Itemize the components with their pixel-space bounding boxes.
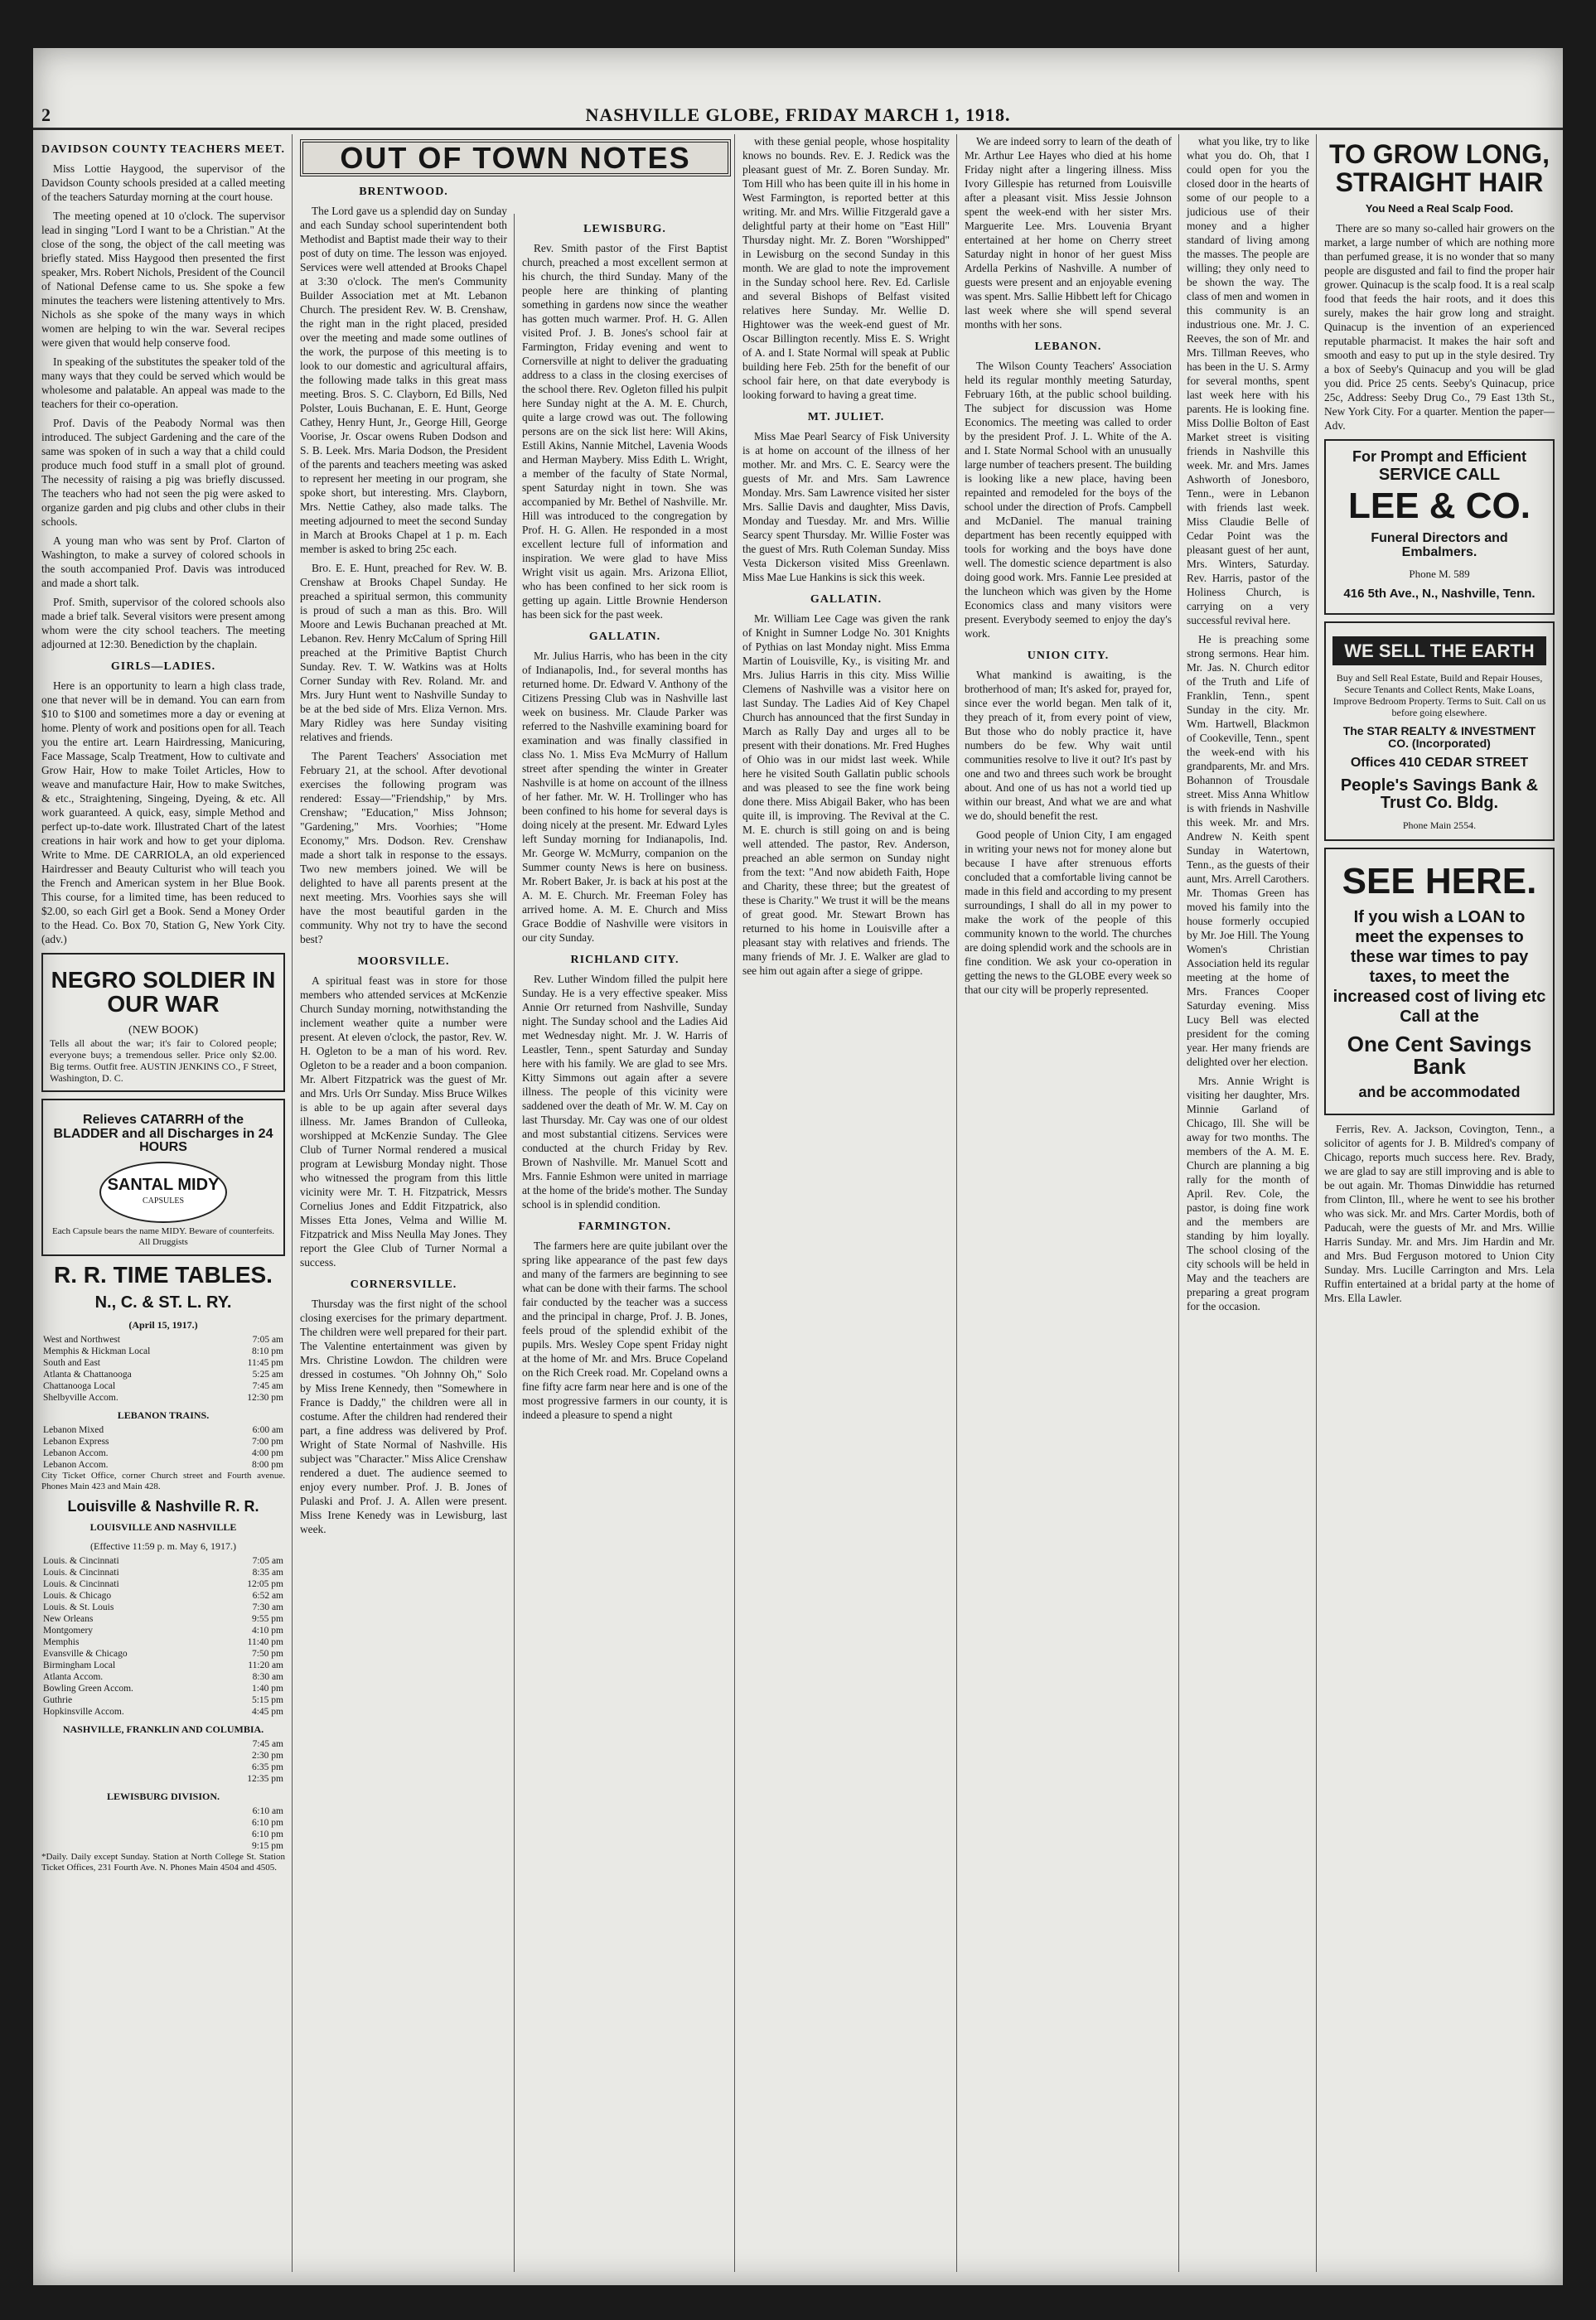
headline: DAVIDSON COUNTY TEACHERS MEET. [41, 143, 285, 156]
timetable-row [41, 1346, 285, 1357]
timetable-row [41, 1738, 285, 1750]
timetable-row [41, 1817, 285, 1829]
headline: RICHLAND CITY. [570, 954, 680, 966]
ad-address: 416 5th Ave., N., Nashville, Tenn. [1343, 586, 1536, 601]
timetable [41, 1555, 285, 1718]
paragraph: Prof. Davis of the Peabody Normal was then introduced. The subject Gardening and the care of the same was spoken of in such a way that a child could produce much food stuff in a small plot of ground. The necessity of raising a pig was briefly discussed. The teachers who had not seen the pig were asked to organize garden and pig clubs and other clubs in their schools. [41, 417, 285, 528]
train-name [41, 1817, 63, 1829]
column-rule [956, 134, 957, 2272]
paragraph: Bro. E. E. Hunt, preached for Rev. W. B. Crenshaw at Brooks Chapel Sunday. He preached a spiritual sermon, this community is proud of such a man as this. Bro. Will Moore and Lewis Buchanan preached at Mt. Lebanon. Rev. Henry McCalum of Spring Hill preached at the Primitive Baptist Church Sunday. Rev. T. W. Watkins was at Holts Corner Sunday with Rev. Roland. Mr. and Mrs. Jury Hunt went to Nashville Sunday to be at the bed side of Mrs. Eliza Vernon. Mrs. Mary Ridley was here Sunday visiting relatives and friends. [300, 562, 507, 743]
paragraph: The meeting opened at 10 o'clock. The supervisor lead in singing "Lord I want to be a Christian." At the close of the song, the object of the call meeting was briefly stated. Miss Haygood then presented the first speaker, Mrs. Robert Nichols, President of the Council of National Defense came to us. She spoke a few minutes the teachers were listening attentively to Mrs. Nichols as she spoke of the many ways in which women are helping to win the war. Several recipes were given that would help conserve food. [41, 210, 285, 349]
train-name: Memphis [43, 1637, 80, 1648]
timetable-row [41, 1578, 285, 1590]
timetable-row [41, 1648, 285, 1660]
train-time: 11:40 pm [247, 1637, 283, 1648]
column-3 [517, 214, 733, 2272]
headline: LEBANON. [1034, 341, 1102, 353]
train-name: Lebanon Mixed [43, 1424, 104, 1435]
train-time: 7:00 pm [251, 1436, 283, 1447]
ad-subtitle: You Need a Real Scalp Food. [1365, 202, 1514, 215]
headline: BRENTWOOD. [359, 186, 448, 198]
headline: MOORSVILLE. [357, 955, 450, 968]
timetable-row [41, 1773, 285, 1785]
ad-title: WE SELL THE EARTH [1332, 636, 1546, 665]
ad-body: There are so many so-called hair growers on the market, a large number of which are nothing more than perfumed grease, it is no wonder that so many people are disgusted and fail to find the proper hair grower. Quinacup is the scalp food. It is a real scalp food that feeds the hair roots, and it does this surely, makes the hair grow long and straight. Quinacup is the invention of an experienced reputable pharmacist. It makes the hair soft and smooth and easy to put up in the style desired. Try a box of Seeby's Quinacup and you will be glad you did. Price 25 cents. Seeby's Quinacup, price 25c, Address: Seeby Drug Co., 79 East 13th St., New York City. For a quarter. Mention the paper—Adv. [1324, 221, 1555, 432]
train-time: 5:15 pm [251, 1695, 283, 1706]
timetable-row [41, 1424, 285, 1436]
masthead-line: NASHVILLE GLOBE, FRIDAY MARCH 1, 1918. [585, 104, 1011, 125]
timetable-row [41, 1829, 285, 1840]
column-rule [514, 214, 515, 2272]
timetable-row [41, 1357, 285, 1369]
book-advertisement [41, 953, 285, 1092]
timetable-row [41, 1840, 285, 1852]
train-time: 6:10 am [252, 1806, 283, 1817]
train-name: Louis. & Cincinnati [43, 1568, 119, 1578]
paragraph: A young man who was sent by Prof. Clarton of Washington, to make a survey of colored schools in the south accompanied Prof. Davis was introduced and made a short talk. [41, 534, 285, 589]
train-name: Atlanta & Chattanooga [43, 1369, 132, 1380]
train-name: Montgomery [43, 1626, 94, 1636]
timetable-row [41, 1380, 285, 1392]
train-name: Louis. & St. Louis [43, 1602, 114, 1613]
timetable-section: LOUISVILLE AND NASHVILLE [89, 1521, 237, 1534]
paragraph: A spiritual feast was in store for those members who attended services at McKenzie Church Sunday morning, notwithstanding the inclement weather quite a number were present. At eleven o'clock, the pastor, Rev. W. H. Ogleton to be a man of his word. Rev. Ogleton to be a reader and a boon companion. Mr. Albert Fitzpatrick was the guest of Mr. and Mrs. Urls Orr Sunday. Miss Bruce Wilkes is able to be up again after several days illness. Mr. James Brandon of Culleoka, worshipped at McKenzie Sunday. The Glee Club of Turner Normal rendered a musical program at Lewisburg Monday night. Those who witnessed the program from this little vicinity were Mr. T. H. Fitzpatrick, Messrs Cornelius Jones and Eddit Fitzpatrick, also Misses Etta Jones, Velma and Willie M. Fitzpatrick and Miss Neulla May Jones. They report the Glee Club of Turner Normal a success. [300, 974, 507, 1269]
paragraph: The Wilson County Teachers' Association held its regular monthly meeting Saturday, February 16th, at the public school building. The subject for discussion was Home Economics. The meeting was called to order by the president Prof. J. L. White of the A. and I. State Normal School with an unusually large number of teachers present. The building is looking like a new place, having been repainted and remodeled for the boys of the school under the direction of Profs. Campbell and McDaniel. The manual training department has been recently equipped with tools for working and the boys have done well. The domestic science department is also doing good work. Mrs. Fannie Lee presided at the luncheon which was given by the Home Economics class and many visitors were present. Everybody seemed to enjoy the day's work. [965, 360, 1172, 640]
timetable-row [41, 1448, 285, 1459]
column-7 [1319, 134, 1560, 2272]
train-time: 12:30 pm [247, 1392, 283, 1403]
timetable-row [41, 1613, 285, 1625]
timetable [41, 1805, 285, 1852]
train-name [41, 1805, 63, 1817]
train-time: 8:35 am [252, 1568, 283, 1578]
column-4 [738, 134, 955, 2272]
train-name: Birmingham Local [43, 1660, 116, 1671]
train-name [41, 1829, 63, 1840]
train-time: 7:45 am [252, 1739, 283, 1750]
column-1 [36, 134, 290, 2272]
timetable-row [41, 1334, 285, 1346]
paragraph: Good people of Union City, I am engaged in writing your news not for money alone but because I have after strenuous efforts concluded that a comfortable living cannot be made in this field and according to my present surroundings, I shall do all in my power to make the work of the people of this community known to the world. The churches are doing splendid work and the schools are in fine condition. We ask your co-operation in getting the news to the GLOBE every week so that our city will be properly represented. [965, 829, 1172, 996]
train-name [41, 1840, 63, 1852]
timetable-section: NASHVILLE, FRANKLIN AND COLUMBIA. [62, 1723, 264, 1736]
timetable-row [41, 1392, 285, 1404]
train-name: South and East [43, 1357, 100, 1368]
timetable-note: City Ticket Office, corner Church street and Fourth avenue. Phones Main 423 and Main 428. [41, 1470, 285, 1491]
capsule-logo [99, 1162, 227, 1223]
ad-address: Offices 410 CEDAR STREET [1350, 755, 1529, 770]
timetables-title: R. R. TIME TABLES. [54, 1262, 273, 1288]
train-time: 6:10 pm [251, 1818, 283, 1829]
page-number: 2 [41, 104, 51, 125]
timetable-row [41, 1805, 285, 1817]
train-name: Atlanta Accom. [43, 1672, 104, 1683]
paragraph: The Parent Teachers' Association met February 21, at the school. After devotional exercises the following program was rendered: Essay—"Friendship," by Mrs. Crenshaw; "Education," Miss Johnson; "Gardening," Mrs. Voorhies; "Home Economy," Mrs. Dodson. Rev. Crenshaw made a short talk in response to the essays. Two new members joined. We will be delighted to have all parents present at the next meeting. Mrs. Voorhies says she will have the most beautiful garden in the community. Why not try to have the second best? [300, 750, 507, 945]
timetable-section: LEBANON TRAINS. [117, 1409, 210, 1421]
headline: MT. JULIET. [807, 411, 885, 423]
train-time: 7:05 am [252, 1334, 283, 1345]
ad-phone: Phone Main 2554. [1402, 819, 1477, 831]
timetable-row [41, 1567, 285, 1578]
ad-brand: SANTAL MIDY [107, 1176, 220, 1195]
column-rule [292, 134, 293, 2272]
ad-line: SERVICE CALL [1378, 465, 1501, 484]
paragraph: Thursday was the first night of the school closing exercises for the primary department. The children were well prepared for their part. The Valentine entertainment was given by Mrs. Christine Lowdon. The children were dressed in costumes. "Oh Johnny Oh," Solo by Miss Irene Kennedy, then "Somewhere in France is Daddy," the children were all in costume. After the children had rendered their part, a fine address was delivered by Prof. Wright of State Normal of Nashville. His subject was "Character." Miss Alice Crenshaw rendered a duet. The audience seemed to enjoy every number. Prof. J. B. Jones of Pulaski and Prof. J. A. Allen were present. Miss Irene Kenedy was in Lewisburg, last week. [300, 1298, 507, 1535]
column-rule [1178, 134, 1179, 2272]
train-name: Bowling Green Accom. [43, 1684, 133, 1694]
train-name [41, 1762, 60, 1773]
train-time: 9:15 pm [251, 1841, 283, 1852]
train-time: 4:45 pm [251, 1707, 283, 1718]
ad-body: Tells all about the war; it's fair to Colored people; everyone buys; a tremendous seller. Price only $2.00. Big terms. Outfit free. AUSTIN JENKINS CO., F Street, Washington, D. C. [50, 1037, 277, 1084]
train-name: Shelbyville Accom. [43, 1392, 118, 1403]
train-name: Louis. & Cincinnati [43, 1579, 119, 1590]
train-time: 2:30 pm [251, 1751, 283, 1762]
train-time: 4:10 pm [251, 1626, 283, 1636]
timetable-row [41, 1660, 285, 1671]
hair-advertisement [1324, 141, 1555, 433]
santal-midy-advertisement [41, 1099, 285, 1256]
column-6 [1182, 134, 1314, 2272]
train-name: Lebanon Express [43, 1436, 109, 1447]
train-time: 7:50 pm [251, 1649, 283, 1660]
timetable-row [41, 1636, 285, 1648]
train-time: 1:40 pm [251, 1684, 283, 1694]
train-time: 8:30 am [252, 1672, 283, 1683]
timetable-row [41, 1436, 285, 1448]
ad-company: The STAR REALTY & INVESTMENT CO. (Incorporated) [1342, 724, 1536, 751]
ad-subtitle: (NEW BOOK) [128, 1023, 199, 1037]
timetable-row [41, 1555, 285, 1567]
train-name [41, 1750, 60, 1762]
paragraph: He is preaching some strong sermons. Hear him. Mr. Jas. N. Church editor of the Truth and Life of Franklin, Tenn., spent Sunday in the city. Mr. Wm. Hartwell, Blackmon of Cookeville, Tenn., spent the week-end with his grandparents, Mr. and Mrs. Bohannon of Trousdale street. Miss Anna Whitlow is with friends in Nashville this week. Mr. and Mrs. Andrew N. Keith spent Sunday in Watertown, Tenn., as the guests of their aunt, Mrs. Arrell Carothers. Mr. Thomas Green has moved his family into the house formerly occupied by Mr. Joe Hill. The Young Women's Christian Association held its regular meeting at the home of Mrs. Frances Cooper Saturday evening. Miss Lucy Bell was elected president for the coming year. Her many friends are delighted over her election. [1187, 633, 1310, 1068]
train-name: Guthrie [43, 1695, 73, 1706]
ad-title: TO GROW LONG, [1328, 139, 1550, 169]
train-time: 8:00 pm [251, 1459, 283, 1470]
train-name [41, 1738, 60, 1750]
timetable-note: *Daily. Daily except Sunday. Station at North College St. Station Ticket Offices, 231 Fourth Ave. N. Phones Main 4504 and 4505. [41, 1852, 285, 1873]
ad-line: People's Savings Bank & Trust Co. Bldg. [1340, 776, 1539, 812]
ad-title: STRAIGHT HAIR [1335, 167, 1544, 197]
paragraph: Mr. William Lee Cage was given the rank of Knight in Sumner Lodge No. 301 Knights of Pythias on last Monday night. Miss Emma Martin of Louisville, Ky., is visiting Mr. and Mrs. Julius Harris in this city. Miss Willie Clemens of Nashville was a visitor here on last Sunday. The Ladies Aid of Key Chapel Church has announced that the first Sunday in March as Rally Day and urges all to be present with their donations. Mr. Fred Hughes of Ohio was in our midst last week. While here he visited South Gallatin public schools and was pleased to see the fine work being done there. Miss Abigail Baker, who has been quite ill, is improving. The Revival at the C. M. E. church is still going on and is being well attended. The pastor, Rev. Anderson, preached an able sermon on Sunday night from the text: "And now abideth Faith, Hope and Charity, these three; but the greatest of these is Charity." We trust it will be the means of great good. Mr. Stewart Brown has returned to his home in Louisville after a pleasant stay with relatives and friends. The many friends of Mr. J. E. Walker are glad to see him out again after a siege of grippe. [742, 612, 950, 977]
savings-bank-advertisement [1324, 848, 1555, 1116]
train-time: 6:10 pm [251, 1829, 283, 1840]
timetable-row [41, 1706, 285, 1718]
ad-caps: CAPSULES [142, 1196, 184, 1206]
ad-body: Buy and Sell Real Estate, Build and Repair Houses, Secure Tenants and Collect Rents, Make Loans, Improve Bedroom Property. Terms to Suit. Call on us before going elsewhere. [1332, 672, 1546, 719]
paragraph: Ferris, Rev. A. Jackson, Covington, Tenn., a solicitor of agents for J. B. Mildred's company of Chicago, reports much success here. Rev. Brady, we are glad to say are still improving and is able to be out again. Mr. Thomas Dinwiddie has returned from Clinton, Ill., where he went to see his brother who was sick. Mr. and Mrs. Carter Mordis, both of Paducah, were the guests of Mr. and Mrs. Willie Harris Sunday. Mr. and Mrs. Jim Hardin and Mr. and Mrs. Bud Ferguson motored to Union City Sunday. Mrs. Lucille Carrington and Mrs. Lela Ruffin entertained at a bridal party at the home of Mrs. Ella Lawler. [1324, 1123, 1555, 1305]
star-realty-advertisement [1324, 621, 1555, 840]
timetable-section: LEWISBURG DIVISION. [106, 1791, 220, 1803]
paragraph: Prof. Smith, supervisor of the colored schools also made a brief talk. Several visitors were present among whom were the city school teachers. The meeting adjourned at 12:30. Benediction by the chaplain. [41, 596, 285, 650]
train-time: 6:52 am [252, 1591, 283, 1602]
train-name: New Orleans [43, 1614, 94, 1625]
timetable-row [41, 1762, 285, 1773]
page-header [33, 98, 1563, 130]
ad-phone: Phone M. 589 [1409, 567, 1470, 580]
headline: GALLATIN. [588, 631, 661, 643]
train-name: Lebanon Accom. [43, 1459, 109, 1470]
timetable-row [41, 1671, 285, 1683]
timetable-row [41, 1694, 285, 1706]
ad-line: Relieves CATARRH of the BLADDER and all Discharges in 24 HOURS [53, 1112, 273, 1155]
railway-name: Louisville & Nashville R. R. [67, 1497, 259, 1515]
timetable-date: (April 15, 1917.) [128, 1318, 198, 1331]
ad-line: For Prompt and Efficient [1352, 447, 1526, 465]
paragraph: with these genial people, whose hospitality knows no bounds. Rev. E. J. Redick was the pleasant guest of Mr. Z. Boren Sunday. Mr. Tom Hill who has been quite ill in his home in West Farmington, is reported better at this writing. Mr. and Mrs. Willie Fitzgerald gave a delightful party at their home on "East Hill" Thursday night. Mr. Z. Boren "Worshipped" in Lewisburg on the second Sunday in this month. We are glad to note the improvement in the Sunday school here. Rev. Ed. Carlisle and several Bishops of Belfast visited relatives here Sunday. Mr. Wellie D. Hightower was the week-end guest of Mr. Oscar Billington recently. Miss E. S. Wright of A. and I. State Normal will speak at Public building here Feb. 25th for the benefit of our school fair here, on that date everybody is looking forward to having a great time. [742, 135, 950, 401]
ad-note: Each Capsule bears the name MIDY. Beware of counterfeits. All Druggists [52, 1226, 274, 1248]
headline: GALLATIN. [810, 593, 883, 606]
ad-body: If you wish a LOAN to meet the expenses to these war times to pay taxes, to meet the increased cost of living etc Call at the [1332, 907, 1546, 1026]
timetable [41, 1334, 285, 1404]
timetable [41, 1424, 285, 1471]
train-time: 7:30 am [252, 1602, 283, 1613]
timetable-row [41, 1602, 285, 1613]
train-time: 12:35 pm [247, 1774, 283, 1785]
ad-bank: One Cent Savings Bank [1347, 1031, 1532, 1079]
ad-title: NEGRO SOLDIER IN OUR WAR [51, 967, 276, 1017]
train-time: 6:00 am [252, 1424, 283, 1435]
headline: CORNERSVILLE. [350, 1278, 457, 1291]
paragraph: The Lord gave us a splendid day on Sunday and each Sunday school superintendent both Methodist and Baptist made their way to their post of duty on time. The lesson was enjoyed. Services were well attended at Brooks Chapel at 3:30 o'clock. The men's Community Builder Association met at Mt. Lebanon Church. The president Rev. W. B. Crenshaw, the right man in the right placed, presided over the meeting and made some outlines of the work, the purpose of this meeting is to look to our domestic and agricultural affairs, the following made talks in this great mass meeting. Bros. S. C. Clayborn, Ed Bills, Ned Polster, Louis Buchanan, E. E. Hunt, George Cathey, Henry Hunt, Jr., George Hill, George Voorise, Jr. Oscar owens Ruben Dodson and S. B. Leek. Mrs. Maria Dodson, the President of the parents and teachers meeting was asked to represent her meeting in our program, she spoke short, but interesting. Mrs. Clayborn, Mrs. Nettie Cathey, also made talks. The meeting adjourned to meet the second Sunday in March at Brooks Chapel at 1 p. m. Each member is asked to bring 25c each. [300, 205, 507, 555]
train-time: 4:00 pm [251, 1448, 283, 1458]
timetable-row [41, 1683, 285, 1694]
column-rule [1316, 134, 1317, 2272]
train-name: Memphis & Hickman Local [43, 1346, 151, 1356]
paragraph: What mankind is awaiting, is the brotherhood of man; It's asked for, prayed for, since ever the world began. Men talk of it, they preach of it, from every point of view, But those who do nobly practice it, have numbers do be few. Why wait until communities resolve to live it out? It's past by one and two and threes such work be brought about. And one of us has not a world tied up within our breast, And what we are and what we do, should benefit the rest. [965, 669, 1172, 822]
ad-brand: LEE & CO. [1347, 485, 1531, 526]
paragraph: The farmers here are quite jubilant over the spring like appearance of the past few days and many of the farmers are beginning to see what can be done with their farms. The school fair conducted by the teacher was a success and the principal in charge, Prof. J. B. Jones, feels proud of the splendid exhibit of the pupils. Mrs. Wesley Cope spent Friday night at the home of Mr. and Mrs. Bruce Copeland on the Rich Creek road. Mr. Copeland owns a fine fifty acre farm near here and is one of the most progressive farmers in our county, it is indeed a pleasure to spend a night [522, 1240, 728, 1421]
timetable [41, 1738, 285, 1785]
timetable-row [41, 1459, 285, 1471]
timetable-row [41, 1750, 285, 1762]
headline: GIRLS—LADIES. [110, 660, 216, 673]
train-time: 12:05 pm [247, 1579, 283, 1590]
lee-co-advertisement [1324, 439, 1555, 615]
train-time: 5:25 am [252, 1369, 283, 1380]
timetable-row [41, 1369, 285, 1380]
headline: LEWISBURG. [583, 223, 666, 235]
paragraph: Miss Lottie Haygood, the supervisor of the Davidson County schools presided at a called meeting of the teachers Saturday morning at the court house. [41, 162, 285, 203]
paragraph: Rev. Smith pastor of the First Baptist church, preached a most excellent sermon at his church, the third Sunday. Many of the people here are thinking of planting something in gardens now since the weather has gotten much warmer. Prof. H. G. Allen visited Prof. J. B. Jones's school fair at Farmington, Friday evening and went to Cornersville at night to deliver the graduating address to a class in the closing exercises of the school there. Rev. Ogleton filled his pulpit here Sunday night at the A. M. E. Church, quite a large crowd was out. The following persons are on the sick list here: Will Akins, Estill Akins, Nannie Mitchel, Lavenia Woods and Herman Maybery. Miss Edith L. Wright, a member of the faculty of State Normal, spent Saturday night in town. She was accompanied by Mr. Bethel of Nashville. Mr. Hill was introduced to the congregation by Prof. H. G. Allen. He responded in a most excellent lecture full of information and inspiration. We were glad to have Miss Wright visit us again. Mrs. Arizona Elliot, who has been confined to her sick room is getting up again. Little Brownie Henderson has been sick for the past week. [522, 242, 728, 621]
railway-name: N., C. & ST. L. RY. [94, 1293, 232, 1312]
timetable-row [41, 1625, 285, 1636]
train-name: Louis. & Chicago [43, 1591, 112, 1602]
train-time: 9:55 pm [251, 1614, 283, 1625]
paragraph: Miss Mae Pearl Searcy of Fisk University is at home on account of the illness of her mother. Mr. and Mrs. C. E. Searcy were the guests of Mr. and Mrs. Sam Lawrence Monday. Mrs. Sam Lawrence visited her sister Mrs. Sallie Davis and daughter, Miss Davis, Monday and Tuesday. Mr. and Mrs. Willie Searcy spent Thursday. Mr. Willie Foster was the guest of Mrs. Ruth Coleman Sunday. Miss Vesta Dickerson visited Miss Greenlawn. Miss Mae Lue Hankins is sick this week. [742, 430, 950, 583]
ad-line: Funeral Directors and Embalmers. [1371, 530, 1508, 559]
paragraph: In speaking of the substitutes the speaker told of the many ways that they could be served which would be wholesome and palatable. An appeal was made to the teachers for their co-operation. [41, 355, 285, 410]
train-name: Lebanon Accom. [43, 1448, 109, 1458]
paragraph: Here is an opportunity to learn a high class trade, one that never will be in demand. You can earn from $10 to $100 and sometimes more a day or evening at home. Plenty of work and positions open for all. Teach you the entire art. Learn Hairdressing, Manicuring, Face Massage, Scalp Treatment, How to cultivate and Grow Hair, How to make Toilet Articles, How to weave and manufacture Hair, How to make Switches, & etc., Straightening, Singeing, Dyeing, & etc. All work guaranteed. A quick, easy, simple Method and perfect up-to-date work. Illustrated Chart of the latest creations in hair work and how to get your diploma. Write to Mme. DE CARRIOLA, an old experienced Hairdresser and Beauty Culturist who will teach you the French and American system in her Blue Book. This course, for a limited time, has been reduced to $2.00, so each Girl get a Book. Send a Money Order to the Head. Co. Box 70, Station G, New York City. (adv.) [41, 679, 285, 945]
train-time: 6:35 pm [251, 1762, 283, 1773]
headline: UNION CITY. [1027, 650, 1110, 662]
train-time: 11:45 pm [247, 1357, 283, 1368]
train-name: Hopkinsville Accom. [43, 1707, 124, 1718]
headline: FARMINGTON. [578, 1220, 671, 1233]
paragraph: We are indeed sorry to learn of the death of Mr. Arthur Lee Hayes who died at his home Friday night after a lingering illness. Miss Ivory Gillespie has returned from Louisville after a pleasant visit. Miss Jessie Johnson spent the week-end with her sister Mrs. Marguerite Lee. Mrs. Louvenia Bryant entertained at her home on Cherry street Saturday night in honor of her guest Miss Ardella Perkins of Nashville. A number of guests were present and an enjoyable evening was spent. Mrs. Sallie Hibbett left for Chicago last week where she will spend several months with her sons. [965, 135, 1172, 331]
out-of-town-banner: OUT OF TOWN NOTES [300, 139, 731, 176]
timetable-row [41, 1590, 285, 1602]
train-name [41, 1773, 60, 1785]
paragraph: Mrs. Annie Wright is visiting her daughter, Mrs. Minnie Garland of Chicago, Ill. She will be away for two months. The members of the A. M. E. Church are planning a big rally for the month of April. Rev. Cole, the pastor, is doing fine work and the members are standing by him loyally. The school closing of the city schools will be held in May and the teachers are preparing a great program for the occasion. [1187, 1075, 1309, 1312]
train-name: Louis. & Cincinnati [43, 1556, 119, 1567]
train-name: West and Northwest [43, 1334, 120, 1345]
newspaper-page [33, 48, 1563, 2285]
paragraph: what you like, try to like what you do. Oh, that I could open for you the closed door in the hearts of some of our people to a judicious use of their money and a higher standard of living among the masses. The people are willing; they only need to be shown the way. The class of men and women in this community is an industrious one. Mr. J. C. Reeves, the son of Mr. and Mrs. Tillman Reeves, who has been in the U. S. Army for several months, spent last week here with his parents. He is looking fine. Miss Dollie Bolton of East Market street is visiting friends in Nashville this week. Mr. and Mrs. James Ashworth of Jonesboro, Tenn., were in Lebanon with friends last week. Miss Claudie Belle of Cedar Point was the pleasant guest of her aunt, Mrs. Winters, Saturday. Rev. Harris, pastor of the Holiness Church, is carrying on a very successful revival here. [1187, 135, 1309, 626]
train-time: 7:45 am [252, 1380, 283, 1391]
train-time: 11:20 am [248, 1660, 283, 1671]
ad-line: and be accommodated [1358, 1084, 1521, 1101]
column-5 [960, 134, 1177, 2272]
train-time: 8:10 pm [251, 1346, 283, 1356]
timetable-date: (Effective 11:59 p. m. May 6, 1917.) [90, 1540, 236, 1553]
paragraph: Mr. Julius Harris, who has been in the city of Indianapolis, Ind., for several months has returned home. Dr. Edward V. Anthony of the Citizens Pressing Club was in Nashville last week on business. Mr. Claude Parker was referred to the Nashville examining board for examination and was finally classified in class No. 1. Miss Eva McMurry of Hallum street after spending the winter in Greater Nashville is at home on account of the illness of her father. Mr. W. H. Trollinger who has been confined to his home for several days is doing nicely at the present. Mr. Edward Lyles left Sunday morning for Indianapolis, Ind. Mr. George W. McMurry, companion on the Summer county News is here on business. Mr. Robert Baker, Jr. is back at his post at the A. M. E. Church. Mr. Freeman Foley has arrived home. A. M. E. Church and Miss Grace Boddie of Nashville were visitors in our city Sunday. [522, 650, 728, 944]
ad-title: SEE HERE. [1342, 860, 1537, 901]
column-rule [734, 134, 735, 2272]
train-name: Evansville & Chicago [43, 1649, 128, 1660]
train-name: Chattanooga Local [43, 1380, 116, 1391]
paragraph: Rev. Luther Windom filled the pulpit here Sunday. He is a very effective speaker. Miss Annie Orr returned from Nashville, Sunday night. The Sunday school and the Ladies Aid met Wednesday night. Mr. J. W. Harris of Leastler, Tenn., spent Saturday and Sunday here with his family. We are glad to see Mrs. Kitty Simmons out again after a severe illness. The people of this vicinity were saddened over the death of Mr. W. M. Cay on last Thursday. Mr. Cay was one of our oldest and most substantial citizens. Services were conducted at the church Friday by Rev. Brown of Nashville. Mr. Manuel Scott and Mrs. Fannie Eshmon were united in marriage at the home of the bride's mother. The Sunday school is in splendid condition. [522, 973, 728, 1211]
train-time: 7:05 am [252, 1556, 283, 1567]
